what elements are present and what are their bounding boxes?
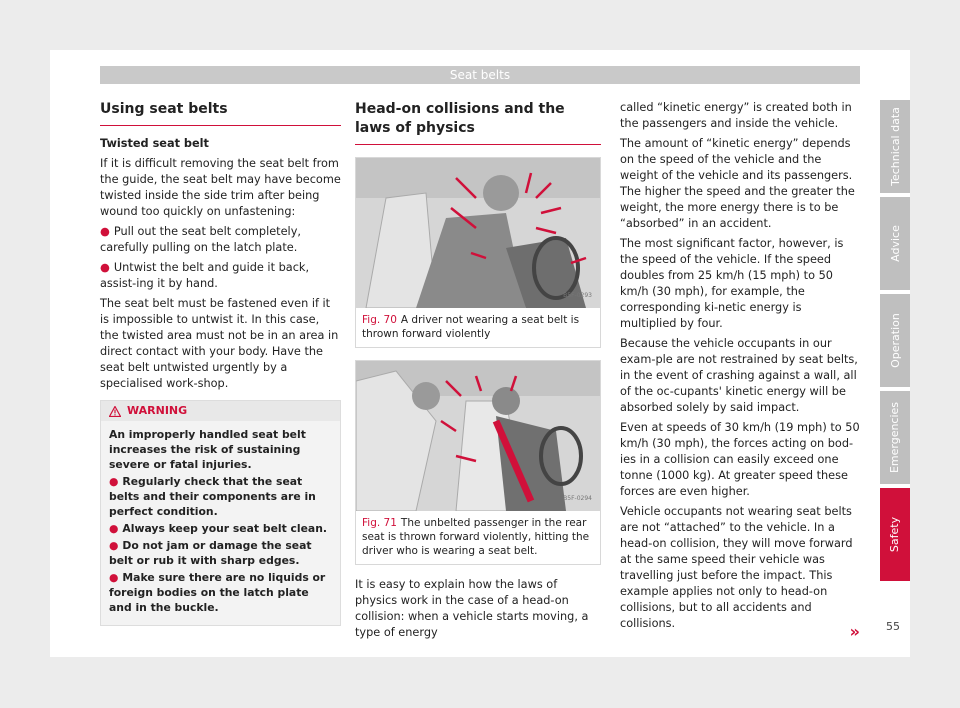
warning-intro: An improperly handled seat belt increases the risk of sustaining severe or fatal injuries. bbox=[109, 428, 306, 471]
paragraph: called “kinetic energy” is created both in the passengers and inside the vehicle. bbox=[620, 101, 852, 130]
warning-box bbox=[100, 400, 341, 626]
column-3 bbox=[620, 100, 860, 641]
figure-image-rear-passenger bbox=[356, 361, 600, 511]
warning-label: WARNING bbox=[127, 404, 188, 417]
figure-image-unbelted-driver bbox=[356, 158, 600, 308]
image-code: B5F-0293 bbox=[563, 292, 592, 299]
subheading-twisted-belt: Twisted seat belt bbox=[100, 137, 209, 150]
continued-arrow-icon: » bbox=[849, 622, 860, 641]
paragraph: If it is difficult removing the seat belt from the guide, the seat belt may have become twisted inside the side trim after being wound too quickly on unfastening: bbox=[100, 157, 341, 218]
bullet-icon: ● bbox=[100, 261, 110, 274]
illustration-rear-passenger bbox=[356, 361, 600, 511]
bullet-item: ● Untwist the belt and guide it back, assist-ing it by hand. bbox=[100, 261, 310, 290]
paragraph: Even at speeds of 30 km/h (19 mph) to 50 km/h (30 mph), the forces acting on bod-ies in a collision can easily exceed one tonne (1000 kg). At greater speed these forces are even higher. bbox=[620, 421, 860, 498]
warning-header bbox=[101, 401, 340, 421]
paragraph: Vehicle occupants not wearing seat belts are not “attached” to the vehicle. In a head-on collision, they will move forward at the same speed their vehicle was travelling just before the impact. This example applies not only to head-on collisions, but to all accidents and collisions. bbox=[620, 505, 853, 630]
bullet-icon: ● bbox=[100, 225, 110, 238]
section-title-seat-belts: Using seat belts bbox=[100, 100, 341, 126]
tab-safety[interactable]: Safety bbox=[880, 488, 910, 581]
paragraph: Because the vehicle occupants in our exam-ple are not restrained by seat belts, in the event of crashing against a wall, all of the oc-cupants' kinetic energy will be absorbed solely by said impact. bbox=[620, 337, 858, 414]
paragraph: The amount of “kinetic energy” depends on the speed of the vehicle and the weight of the vehicle and its passengers. The higher the speed and the greater the weight, the more energy there is to be “absorbed” in an accident. bbox=[620, 137, 855, 230]
paragraph: The seat belt must be fastened even if it is impossible to untwist it. In this case, the twisted area must not be in an area in direct contact with your body. Have the seat belt untwisted urgently by a specialised work-shop. bbox=[100, 297, 339, 390]
paragraph: It is easy to explain how the laws of physics work in the case of a head-on collision: when a vehicle starts moving, a type of energy bbox=[355, 578, 589, 639]
warning-item: ● Regularly check that the seat belts and their components are in perfect condition. bbox=[109, 475, 316, 518]
warning-item: ● Make sure there are no liquids or foreign bodies on the latch plate and in the buckle. bbox=[109, 571, 326, 614]
figure-caption: Fig. 71 The unbelted passenger in the rear seat is thrown forward violently, hitting the driver who is wearing a seat belt. bbox=[362, 517, 590, 557]
tab-operation[interactable]: Operation bbox=[880, 294, 910, 387]
running-header: Seat belts bbox=[100, 66, 860, 84]
bullet-item: ● Pull out the seat belt completely, carefully pulling on the latch plate. bbox=[100, 225, 301, 254]
warning-item: ● Always keep your seat belt clean. bbox=[109, 522, 328, 535]
figure-caption: Fig. 70 A driver not wearing a seat belt is thrown forward violently bbox=[362, 314, 580, 340]
column-2 bbox=[355, 100, 601, 645]
bullet-icon: ● bbox=[109, 571, 119, 584]
image-code: B5F-0294 bbox=[563, 495, 592, 502]
warning-body bbox=[101, 421, 340, 625]
chapter-tabs bbox=[880, 100, 910, 585]
figure-70 bbox=[355, 157, 601, 348]
tab-technical-data[interactable]: Technical data bbox=[880, 100, 910, 193]
tab-emergencies[interactable]: Emergencies bbox=[880, 391, 910, 484]
bullet-icon: ● bbox=[109, 475, 119, 488]
bullet-icon: ● bbox=[109, 539, 119, 552]
figure-71 bbox=[355, 360, 601, 565]
warning-triangle-icon bbox=[109, 406, 121, 417]
tab-advice[interactable]: Advice bbox=[880, 197, 910, 290]
column-1 bbox=[100, 100, 341, 626]
illustration-driver bbox=[356, 158, 600, 308]
page bbox=[50, 50, 910, 657]
page-number: 55 bbox=[886, 620, 900, 633]
warning-item: ● Do not jam or damage the seat belt or rub it with sharp edges. bbox=[109, 539, 312, 567]
section-title-head-on-collisions: Head-on collisions and the laws of physics bbox=[355, 100, 601, 145]
paragraph: The most significant factor, however, is the speed of the vehicle. If the speed doubles from 25 km/h (15 mph) to 50 km/h (30 mph), for example, the corresponding ki-netic energy is multiplied by four. bbox=[620, 237, 844, 330]
bullet-icon: ● bbox=[109, 522, 119, 535]
